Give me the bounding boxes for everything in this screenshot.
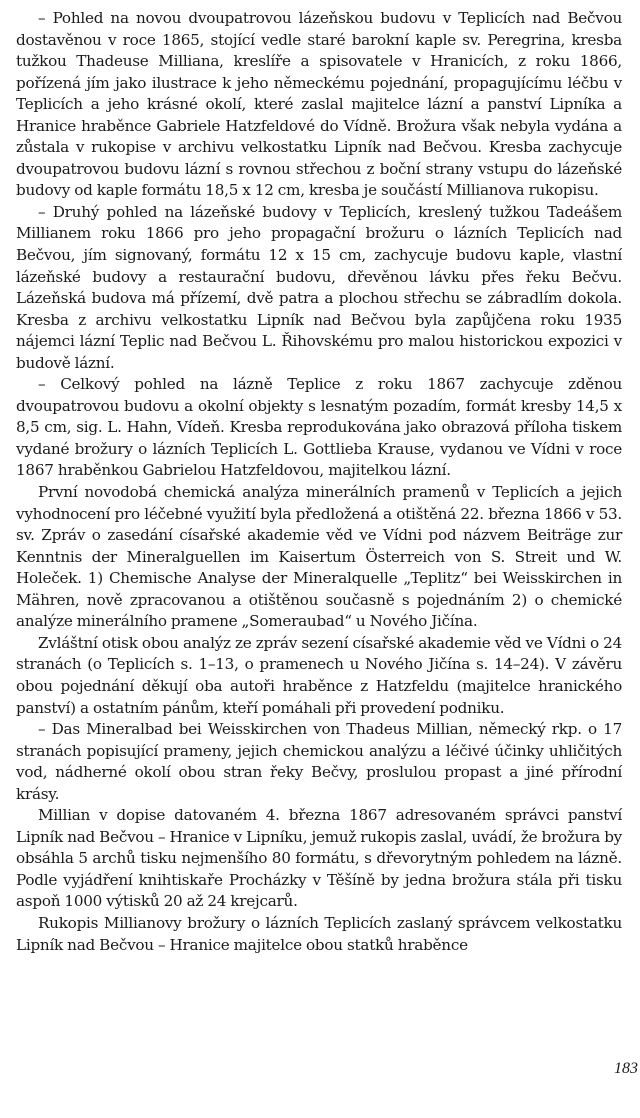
- page-number: 183: [614, 1060, 638, 1077]
- paragraph-manuscript-sent: Rukopis Millianovy brožury o lázních Teplicích zaslaný správcem velkostatku Lipník nad Bečvou – Hranice majitelce obou statků hraběnce: [16, 913, 622, 954]
- paragraph-first-drawing: – Pohled na novou dvoupatrovou lázeňskou budovu v Teplicích nad Bečvou dostavěnou v roce 1865, stojící vedle staré barokní kaple sv. Peregrina, kresba tužkou Thadeuse Milliana, kreslíře a spisovatele v Hranicích, z roku 1866, pořízená jím jako ilustrace k jeho německému pojednání, propagujícímu léčbu v Teplicích a jeho krásné okolí, které zaslal majitelce lázní a panství Lipníka a Hranice hraběnce Gabriele Hatzfeldové do Vídně. Brožura však nebyla vydána a zůstala v rukopise v archivu velkostatku Lipník nad Bečvou. Kresba zachycuje dvoupatrovou budovu lázní s rovnou střechou z boční strany vstupu do lázeňské budovy od kaple formátu 18,5 x 12 cm, kresba je součástí Millianova rukopisu.: [16, 9, 622, 200]
- paragraph-overall-view: – Celkový pohled na lázně Teplice z roku 1867 zachycuje zděnou dvoupatrovou budovu a okolní objekty s lesnatým pozadím, formát kresby 14,5 x 8,5 cm, sig. L. Hahn, Vídeň. Kresba reprodukována jako obrazová příloha tiskem vydané brožury o lázních Teplicích L. Gottlieba Krause, vydanou ve Vídni v roce 1867 hraběnkou Gabrielou Hatzfeldovou, majitelkou lázní.: [16, 375, 622, 480]
- paragraph-millian-letter: Millian v dopise datovaném 4. března 1867 adresovaném správci panství Lipník nad Bečvou – Hranice v Lipníku, jemuž rukopis zaslal, uvádí, že brožura by obsáhla 5 archů tisku nejmenšího 80 formátu, s dřevorytným pohledem na lázně. Podle vyjádření knihtiskaře Procházky v Těšíně by jedna brožura stála při tisku aspoň 1000 výtisků 20 až 24 krejcarů.: [16, 806, 622, 911]
- paragraph-chemical-analysis: První novodobá chemická analýza minerálních pramenů v Teplicích a jejich vyhodnocení pro léčebné využití byla předložená a otištěná 22. března 1866 v 53. sv. Zpráv o zasedání císařské akademie věd ve Vídni pod názvem Beiträge zur Kenntnis der Mineralguellen im Kaisertum Österreich von S. Streit und W. Holeček. 1) Chemische Analyse der Mineralquelle „Teplitz“ bei Weisskirchen in Mähren, nově zpracovanou a otištěnou současně s pojednáním 2) o chemické analýze minerálního pramene „Someraubad“ u Nového Jičína.: [16, 483, 622, 631]
- paragraph-mineralbad-manuscript: – Das Mineralbad bei Weisskirchen von Thadeus Millian, německý rkp. o 17 stranách popisující prameny, jejich chemickou analýzu a léčivé účinky uhličitých vod, nádherné okolí obou stran řeky Bečvy, proslulou propast a jiné přírodní krásy.: [16, 720, 622, 803]
- document-page: [16, 8, 622, 1108]
- paragraph-offprint: Zvláštní otisk obou analýz ze zpráv sezení císařské akademie věd ve Vídni o 24 stranách (o Teplicích s. 1–13, o pramenech u Nového Jičína s. 14–24). V závěru obou pojednání děkují oba autoři hraběnce z Hatzfeldu (majitelce hranického panství) a ostatním pánům, kteří pomáhali při provedení podniku.: [16, 633, 622, 717]
- paragraph-second-drawing: – Druhý pohled na lázeňské budovy v Teplicích, kreslený tužkou Tadeášem Millianem roku 1866 pro jeho propagační brožuru o lázních Teplicích nad Bečvou, jím signovaný, formátu 12 x 15 cm, zachycuje budovu kaple, vlastní lázeňské budovy a restaurační budovu, dřevěnou lávku přes řeku Bečvu. Lázeňská budova má přízemí, dvě patra a plochou střechu se zábradlím dokola. Kresba z archivu velkostatku Lipník nad Bečvou byla zapůjčena roku 1935 nájemci lázní Teplic nad Bečvou L. Řihovskému pro malou historickou expozici v budově lázní.: [16, 202, 622, 372]
